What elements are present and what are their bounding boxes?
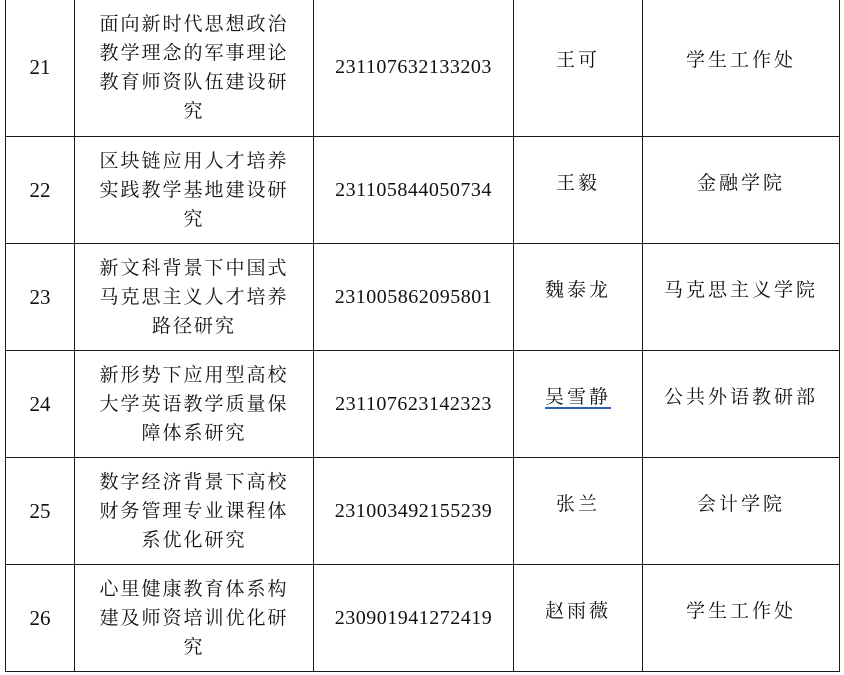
project-title — [75, 565, 314, 672]
row-index: 26 — [6, 565, 75, 672]
project-title — [75, 458, 314, 565]
table-row — [6, 458, 840, 565]
person-cell — [514, 351, 643, 458]
table-row — [6, 351, 840, 458]
project-title-line: 系优化研究 — [141, 528, 247, 551]
project-code: 231107632133203 — [314, 0, 514, 137]
project-code: 231003492155239 — [314, 458, 514, 565]
project-title — [75, 137, 314, 244]
department: 学生工作处 — [685, 599, 796, 622]
person-cell — [514, 244, 643, 351]
dept-cell — [643, 351, 840, 458]
table-row — [6, 244, 840, 351]
project-code: 230901941272419 — [314, 565, 514, 672]
project-title-line: 究 — [183, 99, 205, 122]
project-title-line: 新形势下应用型高校 — [99, 363, 289, 386]
department: 会计学院 — [696, 492, 785, 515]
project-title-line: 教育师资队伍建设研 — [99, 70, 289, 93]
row-index: 21 — [6, 0, 75, 137]
project-title-line: 路径研究 — [151, 314, 236, 337]
project-title-line: 区块链应用人才培养 — [99, 149, 289, 172]
project-code: 231105844050734 — [314, 137, 514, 244]
table-row — [6, 137, 840, 244]
project-title-line: 教学理念的军事理论 — [99, 41, 289, 64]
department: 公共外语教研部 — [663, 385, 818, 408]
dept-cell — [643, 458, 840, 565]
dept-cell — [643, 137, 840, 244]
row-index: 23 — [6, 244, 75, 351]
row-index: 25 — [6, 458, 75, 565]
person-cell — [514, 137, 643, 244]
person-cell — [514, 565, 643, 672]
person-name: 吴雪静 — [544, 385, 611, 408]
project-title-line: 究 — [183, 635, 205, 658]
person-name: 王可 — [555, 49, 600, 71]
person-name: 赵雨薇 — [544, 599, 611, 622]
project-code: 231107623142323 — [314, 351, 514, 458]
project-code: 231005862095801 — [314, 244, 514, 351]
row-index: 22 — [6, 137, 75, 244]
project-table — [5, 0, 840, 672]
project-title-line: 实践教学基地建设研 — [99, 178, 289, 201]
project-title — [75, 351, 314, 458]
table-row — [6, 0, 840, 137]
project-title-line: 障体系研究 — [141, 421, 247, 444]
project-title-line: 究 — [183, 207, 205, 230]
project-title-line: 建及师资培训优化研 — [99, 606, 289, 629]
project-title-line: 马克思主义人才培养 — [99, 285, 289, 308]
department: 金融学院 — [696, 171, 785, 194]
project-title-line: 新文科背景下中国式 — [99, 256, 289, 279]
project-title-line: 数字经济背景下高校 — [99, 470, 289, 493]
person-name: 张兰 — [555, 492, 600, 515]
row-index: 24 — [6, 351, 75, 458]
department: 学生工作处 — [685, 49, 796, 71]
table-row — [6, 565, 840, 672]
project-title-line: 财务管理专业课程体 — [99, 499, 289, 522]
department: 马克思主义学院 — [663, 278, 818, 301]
project-title — [75, 244, 314, 351]
dept-cell — [643, 565, 840, 672]
project-title — [75, 0, 314, 137]
dept-cell — [643, 244, 840, 351]
project-title-line: 面向新时代思想政治 — [99, 12, 289, 35]
dept-cell — [643, 0, 840, 137]
person-name: 王毅 — [555, 171, 600, 194]
person-cell — [514, 458, 643, 565]
person-name: 魏泰龙 — [544, 278, 611, 301]
person-cell — [514, 0, 643, 137]
project-title-line: 心里健康教育体系构 — [99, 577, 289, 600]
project-title-line: 大学英语教学质量保 — [99, 392, 289, 415]
